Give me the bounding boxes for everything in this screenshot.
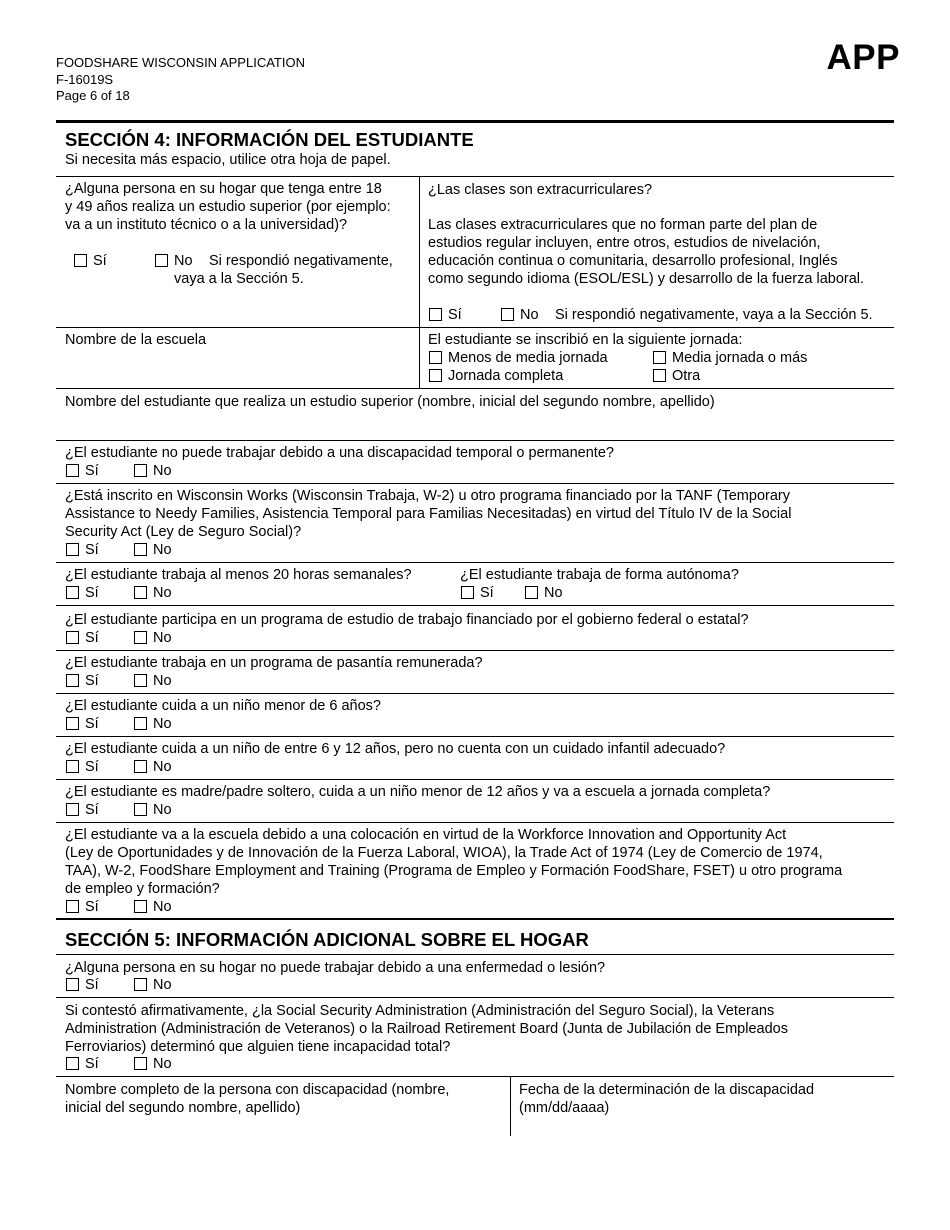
illness-no-checkbox[interactable] [134, 976, 172, 994]
q-higher-ed-line: y 49 años realiza un estudio superior (por ejemplo: [65, 199, 391, 215]
works-20-hours-yes-checkbox[interactable] [66, 584, 99, 602]
extracurricular-no-checkbox[interactable] [501, 306, 539, 324]
self-employed-no-checkbox[interactable] [525, 584, 563, 602]
checkbox-box[interactable] [66, 464, 79, 477]
description-line: como segundo idioma (ESOL/ESL) y desarrollo de la fuerza laboral. [428, 271, 865, 287]
checkbox-box[interactable] [66, 900, 79, 913]
form-name: FOODSHARE WISCONSIN APPLICATION [56, 55, 305, 70]
checkbox-box[interactable] [66, 631, 79, 644]
checkbox-box[interactable] [429, 369, 442, 382]
extracurricular-description [428, 216, 864, 288]
school-name-label: Nombre de la escuela [65, 332, 207, 348]
yes-label: Sí [85, 899, 99, 915]
higher-ed-yes-checkbox[interactable] [74, 252, 107, 270]
divider [56, 440, 894, 441]
checkbox-box[interactable] [501, 308, 514, 321]
divider [56, 1076, 894, 1077]
q-extracurricular: ¿Las clases son extracurriculares? [428, 182, 653, 198]
yes-label: Sí [85, 673, 99, 689]
divider [56, 693, 894, 694]
disability-yes-checkbox[interactable] [66, 462, 99, 480]
q-child-6-to-12: ¿El estudiante cuida a un niño de entre 6 y 12 años, pero no cuenta con un cuidado infantil adecuado? [65, 741, 726, 757]
q-work-study: ¿El estudiante participa en un programa de estudio de trabajo financiado por el gobierno federal o estatal? [65, 612, 749, 628]
checkbox-box[interactable] [66, 543, 79, 556]
app-badge: APP [826, 38, 900, 77]
checkbox-box[interactable] [134, 464, 147, 477]
checkbox-box[interactable] [74, 254, 87, 267]
no-label: No [153, 1056, 172, 1072]
no-label: No [153, 630, 172, 646]
question-line: Si contestó afirmativamente, ¿la Social Security Administration (Administración del Seguro Social), la Veterans [65, 1003, 775, 1019]
no-label: No [153, 463, 172, 479]
yes-label: Sí [448, 307, 462, 323]
divider [56, 605, 894, 606]
yes-label: Sí [85, 585, 99, 601]
description-line: educación continua o comunitaria, desarrollo profesional, Inglés [428, 253, 838, 269]
works-20-hours-no-checkbox[interactable] [134, 584, 172, 602]
q-wioa-placement [65, 826, 894, 898]
description-line: estudios regular incluyen, entre otros, estudios de nivelación, [428, 235, 821, 251]
higher-ed-no-checkbox[interactable] [155, 252, 193, 270]
question-line: Administration (Administración de Veteranos) o la Railroad Retirement Board (Junta de Jubilación de Empleados [65, 1021, 788, 1037]
enrollment-less-than-half-checkbox[interactable] [429, 349, 608, 367]
yes-label: Sí [85, 1056, 99, 1072]
checkbox-box[interactable] [461, 586, 474, 599]
description-line: Las clases extracurriculares que no forman parte del plan de [428, 217, 818, 233]
checkbox-box[interactable] [429, 308, 442, 321]
question-line: TAA), W-2, FoodShare Employment and Training (Programa de Empleo y Formación FoodShare, FSET) u otro programa [65, 863, 843, 879]
label-line: (mm/dd/aaaa) [519, 1100, 610, 1116]
question-line: ¿El estudiante va a la escuela debido a una colocación en virtud de la Workforce Innovation and Opportunity Act [65, 827, 787, 843]
label-line: Nombre completo de la persona con discapacidad (nombre, [65, 1082, 450, 1098]
form-header [56, 55, 305, 105]
no-label: No [153, 585, 172, 601]
w2-yes-checkbox[interactable] [66, 541, 99, 559]
checkbox-box[interactable] [66, 760, 79, 773]
student-name-label: Nombre del estudiante que realiza un estudio superior (nombre, inicial del segundo nombre, apellido) [65, 394, 715, 410]
divider [56, 483, 894, 484]
extracurricular-yes-checkbox[interactable] [429, 306, 462, 324]
no-label: No [153, 716, 172, 732]
no-label: No [153, 673, 172, 689]
child-under-6-yes-checkbox[interactable] [66, 715, 99, 733]
enrollment-half-or-more-checkbox[interactable] [653, 349, 807, 367]
q-works-20-hours: ¿El estudiante trabaja al menos 20 horas semanales? [65, 567, 412, 583]
checkbox-box[interactable] [653, 351, 666, 364]
no-label: No [153, 759, 172, 775]
yes-label: Sí [85, 759, 99, 775]
internship-no-checkbox[interactable] [134, 672, 172, 690]
label-line: inicial del segundo nombre, apellido) [65, 1100, 301, 1116]
checkbox-box[interactable] [134, 674, 147, 687]
yes-label: Sí [85, 630, 99, 646]
yes-label: Sí [93, 253, 107, 269]
column-divider [419, 176, 420, 388]
checkbox-box[interactable] [134, 978, 147, 991]
no-label: No [153, 542, 172, 558]
q-single-parent: ¿El estudiante es madre/padre soltero, cuida a un niño menor de 12 años y va a escuela a jornada completa? [65, 784, 771, 800]
no-label: No [153, 977, 172, 993]
checkbox-box[interactable] [134, 543, 147, 556]
question-line: Assistance to Needy Families, Asistencia Temporal para Familias Necesitadas) en virtud del Título IV de la Social [65, 506, 792, 522]
total-disability-yes-checkbox[interactable] [66, 1055, 99, 1073]
extracurricular-skip-note: Si respondió negativamente, vaya a la Sección 5. [555, 307, 873, 323]
section4-title: SECCIÓN 4: INFORMACIÓN DEL ESTUDIANTE [65, 129, 474, 150]
label-line: Fecha de la determinación de la discapacidad [519, 1082, 815, 1098]
yes-label: Sí [85, 716, 99, 732]
option-label: Menos de media jornada [448, 350, 608, 366]
checkbox-box[interactable] [134, 1057, 147, 1070]
question-line: ¿Está inscrito en Wisconsin Works (Wisconsin Trabaja, W-2) u otro programa financiado por la TANF (Temporary [65, 488, 790, 504]
top-rule [56, 120, 894, 123]
no-label: No [153, 802, 172, 818]
enrollment-label: El estudiante se inscribió en la siguiente jornada: [428, 332, 743, 348]
section4-subtitle: Si necesita más espacio, utilice otra hoja de papel. [65, 152, 391, 168]
checkbox-box[interactable] [66, 978, 79, 991]
divider [56, 779, 894, 780]
no-label: No [153, 899, 172, 915]
checkbox-box[interactable] [429, 351, 442, 364]
checkbox-box[interactable] [134, 803, 147, 816]
no-label: No [544, 585, 563, 601]
work-study-no-checkbox[interactable] [134, 629, 172, 647]
question-line: Security Act (Ley de Seguro Social)? [65, 524, 302, 540]
checkbox-box[interactable] [134, 760, 147, 773]
option-label: Media jornada o más [672, 350, 808, 366]
yes-label: Sí [85, 977, 99, 993]
checkbox-box[interactable] [134, 900, 147, 913]
illness-yes-checkbox[interactable] [66, 976, 99, 994]
divider [56, 822, 894, 823]
form-number: F-16019S [56, 71, 114, 87]
option-label: Otra [672, 368, 701, 384]
single-parent-no-checkbox[interactable] [134, 801, 172, 819]
question-line: de empleo y formación? [65, 881, 220, 897]
higher-ed-skip-note: vaya a la Sección 5. [174, 271, 304, 287]
divider [56, 997, 894, 998]
divider [56, 176, 894, 177]
question-line: (Ley de Oportunidades y de Innovación de la Fuerza Laboral, WIOA), la Trade Act of 1974 (Ley de Comercio de 1974, [65, 845, 823, 861]
yes-label: Sí [85, 802, 99, 818]
q-higher-ed-line: va a un instituto técnico o a la universidad)? [65, 217, 348, 233]
checkbox-box[interactable] [155, 254, 168, 267]
section-divider [56, 918, 894, 920]
child-6-to-12-yes-checkbox[interactable] [66, 758, 99, 776]
disabled-person-name-label [65, 1081, 449, 1117]
divider [56, 327, 894, 328]
yes-label: Sí [85, 463, 99, 479]
q-higher-ed-line: ¿Alguna persona en su hogar que tenga entre 18 [65, 181, 382, 197]
q-self-employed: ¿El estudiante trabaja de forma autónoma? [460, 567, 739, 583]
section5-title: SECCIÓN 5: INFORMACIÓN ADICIONAL SOBRE EL HOGAR [65, 929, 589, 950]
q-w2-tanf [65, 487, 791, 541]
yes-label: Sí [85, 542, 99, 558]
q-child-under-6: ¿El estudiante cuida a un niño menor de 6 años? [65, 698, 381, 714]
divider [56, 562, 894, 563]
column-divider [510, 1076, 511, 1136]
enrollment-other-checkbox[interactable] [653, 367, 700, 385]
checkbox-box[interactable] [66, 1057, 79, 1070]
q-student-disability: ¿El estudiante no puede trabajar debido a una discapacidad temporal o permanente? [65, 445, 614, 461]
q-higher-ed [65, 180, 391, 234]
disability-no-checkbox[interactable] [134, 462, 172, 480]
checkbox-box[interactable] [66, 717, 79, 730]
checkbox-box[interactable] [66, 674, 79, 687]
child-under-6-no-checkbox[interactable] [134, 715, 172, 733]
checkbox-box[interactable] [134, 717, 147, 730]
no-label: No [520, 307, 539, 323]
checkbox-box[interactable] [66, 803, 79, 816]
yes-label: Sí [480, 585, 494, 601]
divider [56, 954, 894, 955]
checkbox-box[interactable] [66, 586, 79, 599]
q-internship: ¿El estudiante trabaja en un programa de pasantía remunerada? [65, 655, 483, 671]
divider [56, 388, 894, 389]
internship-yes-checkbox[interactable] [66, 672, 99, 690]
no-label: No [174, 253, 193, 269]
question-line: Ferroviarios) determinó que alguien tiene incapacidad total? [65, 1039, 451, 1055]
enrollment-full-time-checkbox[interactable] [429, 367, 563, 385]
single-parent-yes-checkbox[interactable] [66, 801, 99, 819]
determination-date-label [519, 1081, 814, 1117]
checkbox-box[interactable] [134, 631, 147, 644]
checkbox-box[interactable] [134, 586, 147, 599]
option-label: Jornada completa [448, 368, 564, 384]
higher-ed-skip-note: Si respondió negativamente, [209, 253, 393, 269]
work-study-yes-checkbox[interactable] [66, 629, 99, 647]
wioa-yes-checkbox[interactable] [66, 898, 99, 916]
wioa-no-checkbox[interactable] [134, 898, 172, 916]
self-employed-yes-checkbox[interactable] [461, 584, 494, 602]
child-6-to-12-no-checkbox[interactable] [134, 758, 172, 776]
checkbox-box[interactable] [525, 586, 538, 599]
w2-no-checkbox[interactable] [134, 541, 172, 559]
divider [56, 650, 894, 651]
divider [56, 736, 894, 737]
q-total-disability [65, 1002, 788, 1056]
page-number: Page 6 of 18 [56, 88, 130, 103]
total-disability-no-checkbox[interactable] [134, 1055, 172, 1073]
checkbox-box[interactable] [653, 369, 666, 382]
q-illness-injury: ¿Alguna persona en su hogar no puede trabajar debido a una enfermedad o lesión? [65, 960, 606, 976]
